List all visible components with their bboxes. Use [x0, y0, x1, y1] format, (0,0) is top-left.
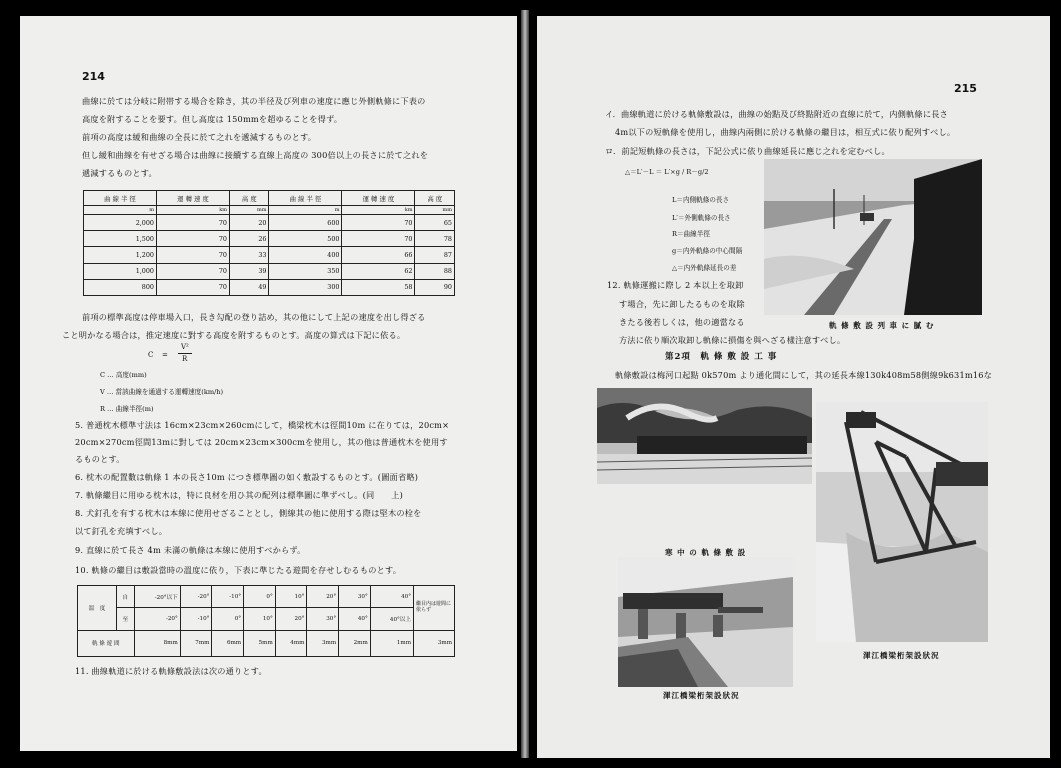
table-cell: 78 — [415, 231, 455, 247]
table-cell: 70 — [157, 231, 230, 247]
row-prefix: 自 — [117, 586, 135, 608]
text-line: 20cm×270cm徑間13mに對しては 20cm×23cm×300cmを使用し，其の他は普通枕木を使用す — [75, 437, 448, 447]
table-header: 高 度 — [230, 191, 269, 206]
text-line: イ．曲線軌道に於ける軌條敷設は，曲線の始點及び終點附近の直線に於て，内側軌條に長さ — [605, 109, 948, 119]
table-cell: 62 — [342, 263, 415, 279]
table-header: 曲 線 半 徑 — [84, 191, 157, 206]
formula-legend: L＝内側軌條の長さ — [672, 196, 730, 204]
table-cell: -20°以下 — [134, 586, 180, 608]
gap-table — [77, 585, 455, 657]
table-cell: 1,200 — [84, 247, 157, 263]
section-title: 第2項 軌 條 敷 設 工 事 — [665, 352, 778, 362]
table-cell: 40° — [339, 608, 371, 630]
table-cell: 0° — [212, 608, 244, 630]
formula-eq: = — [162, 351, 168, 359]
photo-rail-laying-train — [764, 159, 982, 315]
table-cell: 70 — [342, 231, 415, 247]
table-header: 運 轉 速 度 — [342, 191, 415, 206]
gap-label: 軌 條 遊 間 — [78, 630, 135, 656]
table-cell: 500 — [269, 231, 342, 247]
table-cell: 30° — [339, 586, 371, 608]
table-row — [84, 215, 455, 231]
formula-legend: R … 曲線半徑(m) — [100, 405, 154, 413]
table-unit: mm — [415, 206, 455, 215]
photo-caption: 軌 條 敷 設 列 車 に 膩 む — [829, 321, 935, 330]
table-cell: 2,000 — [84, 215, 157, 231]
table-cell: 8mm — [134, 630, 180, 656]
text-line: 但し緩和曲線を有せざる場合は曲線に接續する直線上高度の 300倍以上の長さに於て之れを — [82, 150, 429, 160]
text-line: 10. 軌條の繼目は敷設當時の溫度に依り，下表に準じたる遊間を存せしむるものとす。 — [75, 565, 402, 575]
table-cell: 10° — [275, 586, 307, 608]
table-cell: 70 — [157, 215, 230, 231]
text-line: きたる後若しくは，他の適當なる — [619, 317, 745, 327]
text-line: るものとす。 — [75, 454, 125, 464]
formula-legend: C … 高度(mm) — [100, 371, 147, 379]
table-cell: 7mm — [180, 630, 212, 656]
table-cell: 26 — [230, 231, 269, 247]
table-header: 運 轉 速 度 — [157, 191, 230, 206]
table-cell: -20° — [180, 586, 212, 608]
table-cell: 65 — [415, 215, 455, 231]
text-line: 5. 普通枕木標準寸法は 16cm×23cm×260cmにして，橋梁枕木は徑間10m に在りては，20cm× — [75, 420, 450, 430]
table-row — [84, 231, 455, 247]
photo-bridge-girder — [618, 557, 793, 687]
table-cell: 1,500 — [84, 231, 157, 247]
table-cell: 49 — [230, 279, 269, 295]
table-cell: 70 — [157, 247, 230, 263]
table-cell: 2mm — [339, 630, 371, 656]
table-cell: 20° — [307, 586, 339, 608]
text-line: 軌條敷設は梅河口起點 0k570m より通化間にして，其の延長本線130k408m58側線9k631m16な — [615, 370, 993, 380]
formula-bar — [178, 353, 192, 354]
table-cell: 6mm — [212, 630, 244, 656]
table-row — [84, 279, 455, 295]
right-page — [537, 16, 1050, 758]
formula-legend: V … 當該曲線を通過する運轉速度(km/h) — [100, 388, 224, 396]
table-cell: 1mm — [370, 630, 413, 656]
table-cell: -10° — [212, 586, 244, 608]
text-line: 前項の標準高度は停車場入口，長き勾配の登り詰め，其の他にして上記の速度を出し得ざる — [82, 312, 426, 322]
table-cell: 300 — [269, 279, 342, 295]
formula-denominator: R — [182, 355, 188, 363]
text-line: す場合，先に卸したるものを取除 — [619, 299, 745, 309]
table-cell: -10° — [180, 608, 212, 630]
table-cell: 350 — [269, 263, 342, 279]
row-prefix: 至 — [117, 608, 135, 630]
table-cell: 20 — [230, 215, 269, 231]
table-cell: 800 — [84, 279, 157, 295]
photo-bridge-truss-erection — [816, 402, 988, 642]
page-number: 214 — [82, 70, 105, 83]
text-line: 6. 枕木の配置數は軌條 1 本の長さ10m につき標準圖の如く敷設するものとす。(圖面省略) — [75, 472, 419, 482]
cant-formula — [148, 343, 208, 365]
formula-legend: △＝内外軌條延長の差 — [672, 264, 737, 272]
table-cell: 4mm — [275, 630, 307, 656]
cant-table — [83, 190, 455, 296]
book-gutter — [521, 10, 529, 758]
formula-lhs: C — [148, 351, 154, 359]
table-cell: 20° — [275, 608, 307, 630]
text-line: 12. 軌條運搬に際し 2 本以上を取卸 — [607, 280, 744, 290]
table-cell: 90 — [415, 279, 455, 295]
table-header: 高 度 — [415, 191, 455, 206]
formula-legend: R＝曲線半徑 — [672, 230, 710, 238]
table-cell: 40° — [370, 586, 413, 608]
text-line: 以て釘孔を充填すべし。 — [75, 526, 168, 536]
page-number: 215 — [954, 82, 977, 95]
text-line: ロ．前記短軌條の長さは，下記公式に依り曲線延長に應じ之れを定むべし。 — [605, 146, 890, 156]
table-cell: 70 — [342, 215, 415, 231]
photo-caption: 寒 中 の 軌 條 敷 設 — [665, 548, 747, 557]
photo-winter-rail-laying — [597, 388, 812, 484]
table-cell: 39 — [230, 263, 269, 279]
table-cell: 88 — [415, 263, 455, 279]
table-row — [84, 263, 455, 279]
text-line: 7. 軌條繼目に用ゆる枕木は，特に良材を用ひ其の配列は標準圖に準ずべし。(同 上) — [75, 490, 403, 500]
text-line: こと明かなる場合は，推定速度に對する高度を附するものとす。高度の算式は下記に依る。 — [62, 330, 406, 340]
table-cell: 58 — [342, 279, 415, 295]
table-cell: 400 — [269, 247, 342, 263]
text-line: 11. 曲線軌道に於ける軌條敷設法は次の通りとす。 — [75, 666, 267, 676]
formula-numerator: V² — [181, 343, 189, 351]
table-cell: 70 — [157, 279, 230, 295]
table-header: 曲 線 半 徑 — [269, 191, 342, 206]
table-cell: 5mm — [244, 630, 276, 656]
photo-caption: 渾江橋梁桁架設狀況 — [863, 651, 940, 660]
table-cell: 600 — [269, 215, 342, 231]
table-cell: 40°以上 — [370, 608, 413, 630]
table-cell: 70 — [157, 263, 230, 279]
photo-caption: 渾江橋梁桁架設狀況 — [663, 691, 740, 700]
text-line: 8. 犬釘孔を有する枕木は本線に使用せざることとし，側線其の他に使用する際は堅木の栓を — [75, 508, 422, 518]
table-cell: 33 — [230, 247, 269, 263]
table-unit: mm — [230, 206, 269, 215]
table-unit: km — [342, 206, 415, 215]
shortening-formula: △＝L′－L ＝ L′×g / R－g/2 — [625, 168, 709, 176]
table-unit: km — [157, 206, 230, 215]
table-unit: m — [84, 206, 157, 215]
text-line: 曲線に於ては分岐に附帯する場合を除き，其の半径及び列車の速度に應じ外側軌條に下表の — [82, 96, 426, 106]
formula-legend: L′＝外側軌條の長さ — [672, 214, 731, 222]
text-line: 9. 直線に於て長さ 4m 未滿の軌條は本線に使用すべからず。 — [75, 545, 306, 555]
text-line: 高度を附することを要す。但し高度は 150mmを超ゆることを得ず。 — [82, 114, 343, 124]
table-cell: 0° — [244, 586, 276, 608]
text-line: 前項の高度は緩和曲線の全長に於て之れを遞減するものとす。 — [82, 132, 317, 142]
table-note: 繼目内は遊間に依らず — [414, 586, 455, 631]
temp-label: 溫 度 — [78, 586, 117, 631]
text-line: 4m以下の短軌條を使用し，曲線内兩側に於ける軌條の繼目は，相互式に依り配列すべし。 — [615, 127, 956, 137]
table-unit: m — [269, 206, 342, 215]
table-cell: 87 — [415, 247, 455, 263]
formula-legend: g＝内外軌條の中心間隔 — [672, 247, 743, 255]
table-cell: 1,000 — [84, 263, 157, 279]
left-page — [20, 16, 517, 751]
table-cell: 3mm — [307, 630, 339, 656]
table-cell: -20° — [134, 608, 180, 630]
table-cell: 3mm — [414, 630, 455, 656]
text-line: 遞減するものとす。 — [82, 168, 157, 178]
table-cell: 10° — [244, 608, 276, 630]
table-cell: 66 — [342, 247, 415, 263]
text-line: 方法に依り順次取卸し軌條に損傷を與へざる樣注意すべし。 — [619, 335, 846, 345]
table-row — [84, 247, 455, 263]
table-cell: 30° — [307, 608, 339, 630]
